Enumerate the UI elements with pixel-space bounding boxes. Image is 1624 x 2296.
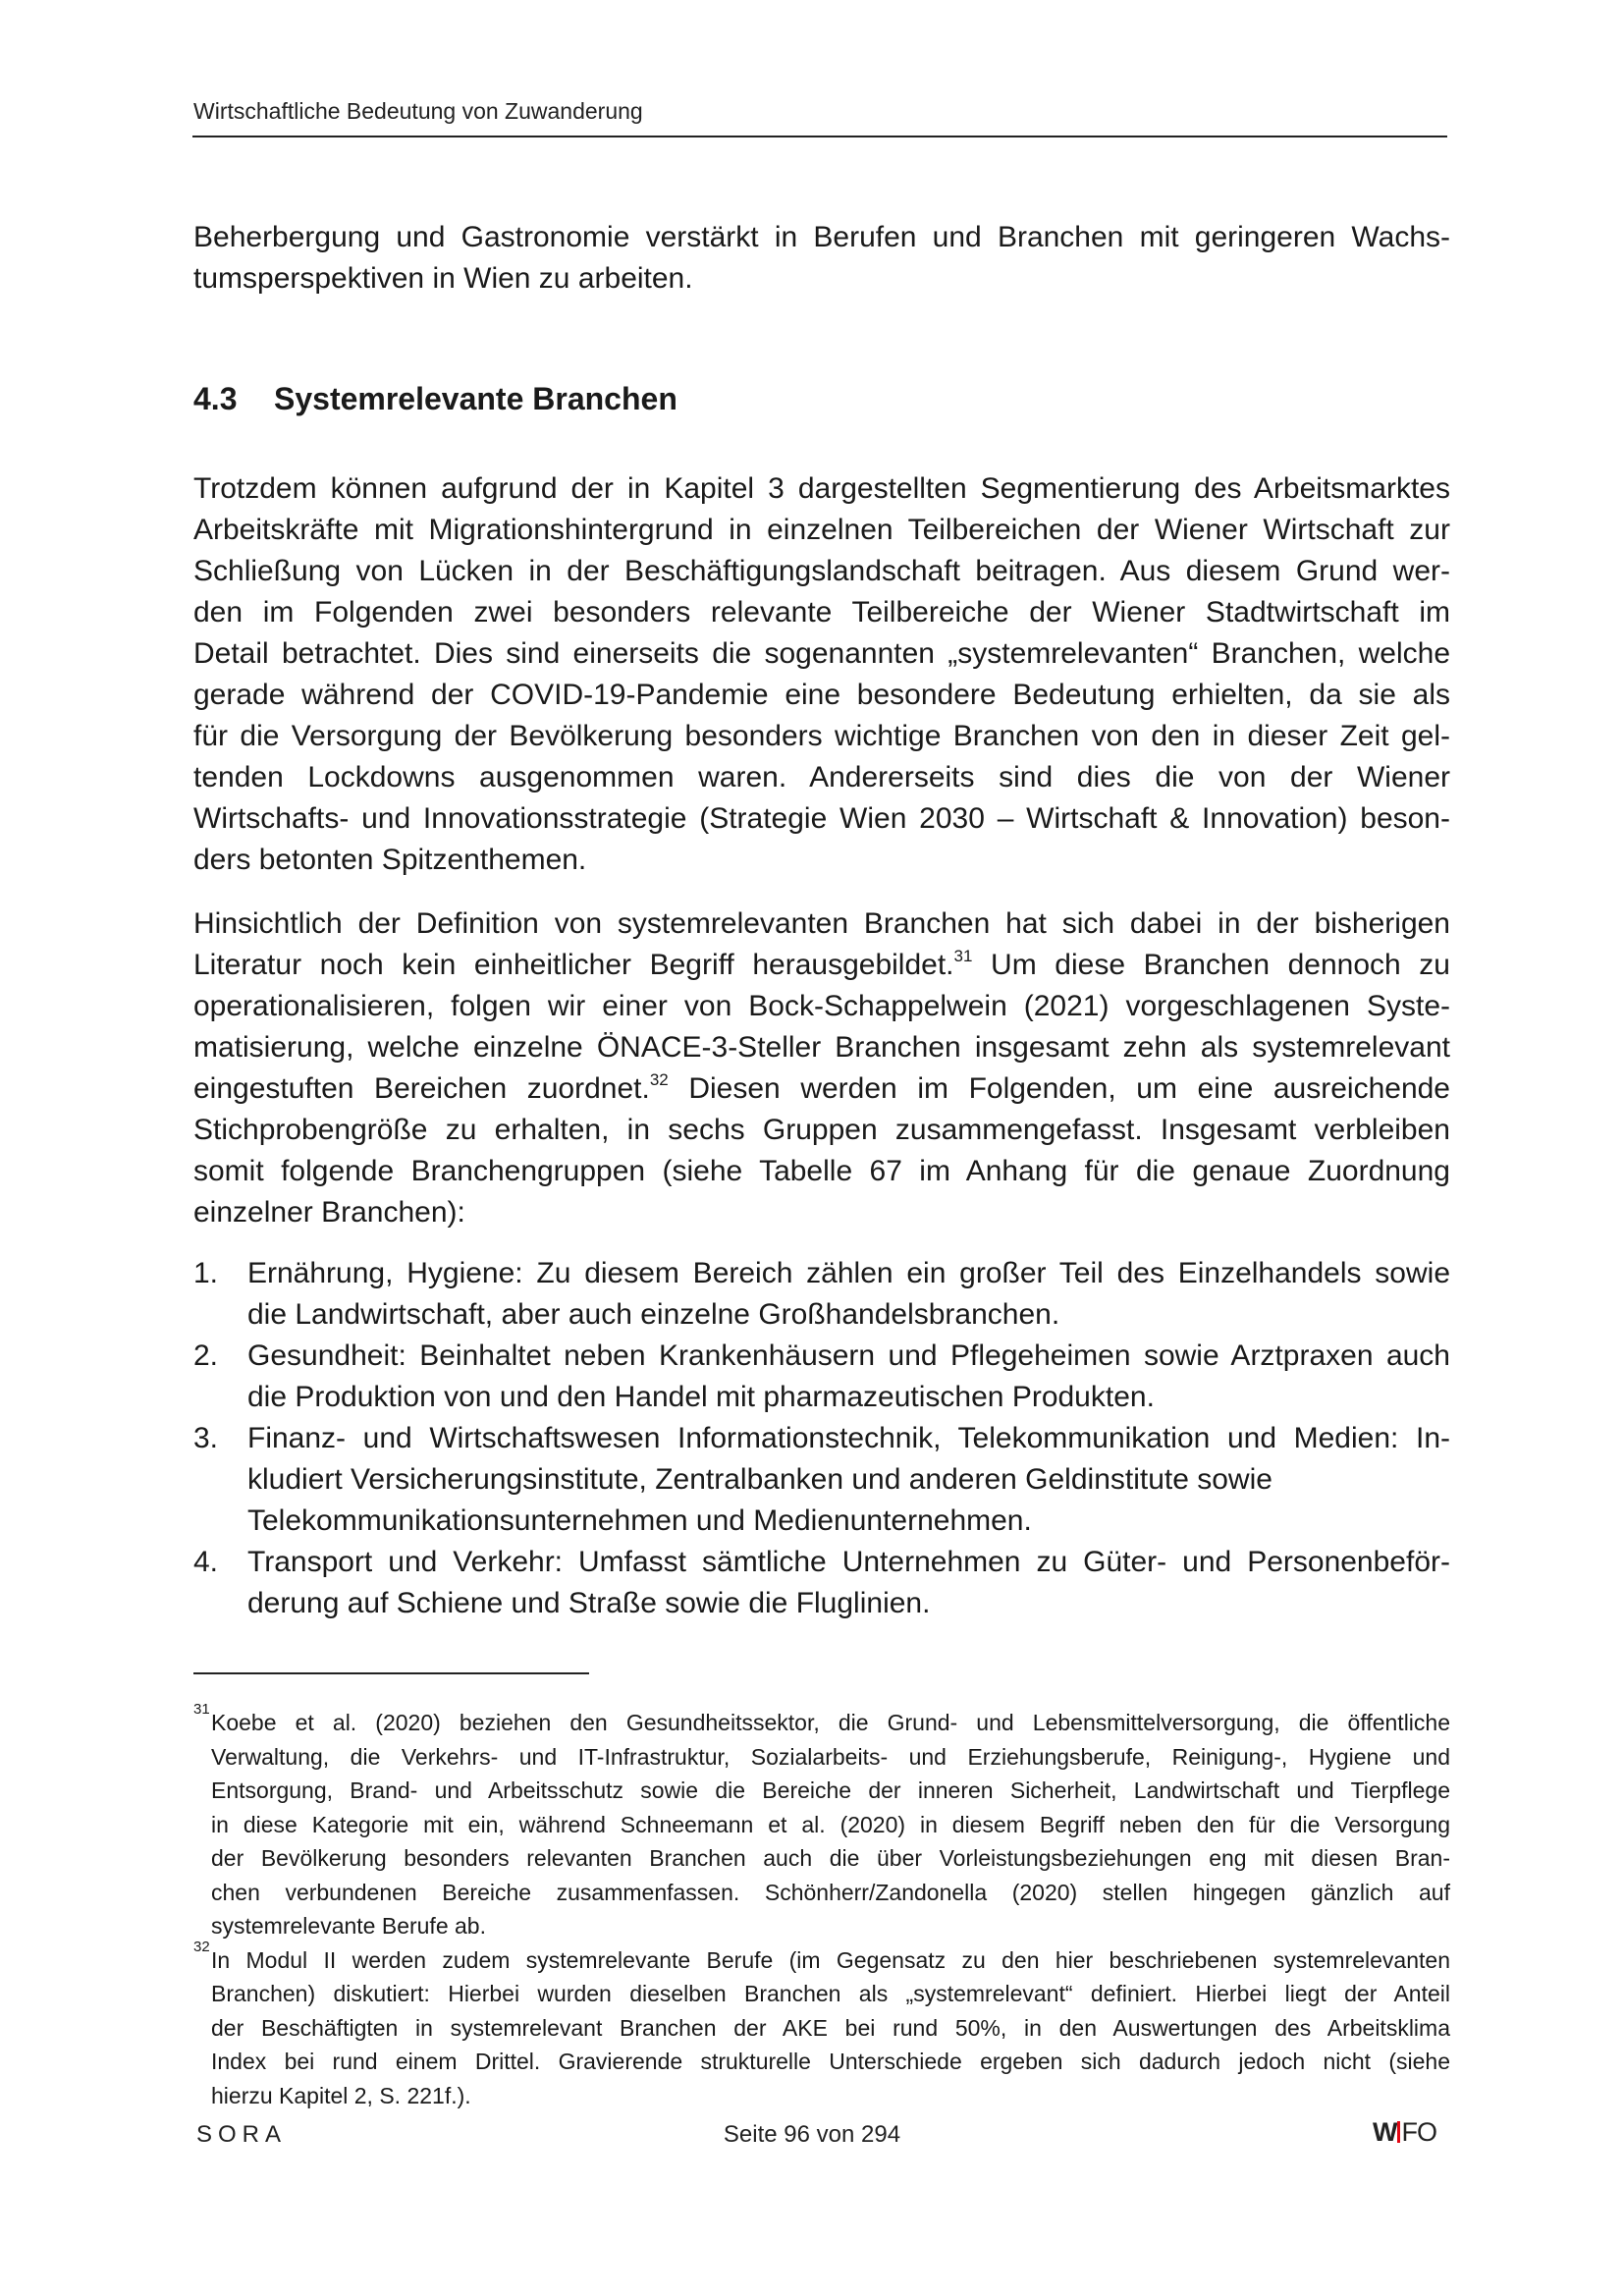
list-line: kludiert Versicherungsinstitute, Zentralbanken und anderen Geldinstitute sowie [247,1463,1272,1496]
paragraph-line [193,945,1450,986]
footnote-mark: 32 [193,1938,210,1955]
paragraph-line: somit folgende Branchengruppen (siehe Tabelle 67 im Anhang für die genaue Zuordnung [193,1155,1450,1187]
paragraph-line: Detail betrachtet. Dies sind einerseits die sogenannten „systemrelevanten“ Branchen, welche [193,637,1450,670]
section-number: 4.3 [193,381,238,416]
footnote-line: chen verbundenen Bereiche zusammenfassen. Schönherr/Zandonella (2020) stellen hingegen gänzlich auf [211,1879,1450,1905]
list-line: die Landwirtschaft, aber auch einzelne Großhandelsbranchen. [247,1298,1060,1331]
paragraph-line: Stichprobengröße zu erhalten, in sechs Gruppen zusammengefasst. Insgesamt verbleiben [193,1114,1450,1146]
footnote-mark: 31 [193,1701,210,1718]
footer-wifo-logo [1373,2117,1436,2148]
intro-line: tumsperspektiven in Wien zu arbeiten. [193,262,693,295]
paragraph-1 [193,468,1450,881]
footnote-31 [193,1701,1450,1943]
branch-group-list [193,1253,1450,1624]
paragraph-line: den im Folgenden zwei besonders relevante Teilbereiche der Wiener Stadtwirtschaft im [193,596,1450,629]
footnotes [193,1701,1450,2112]
section-heading [193,381,677,417]
footnote-line: in diese Kategorie mit ein, während Schneemann et al. (2020) in diesem Begriff neben den für die Versorgung [211,1811,1450,1837]
list-item [193,1542,1450,1624]
footnote-line: Koebe et al. (2020) beziehen den Gesundheitssektor, die Grund- und Lebensmittelversorgung, die öffentliche [211,1710,1450,1735]
paragraph-line: für die Versorgung der Bevölkerung besonders wichtige Branchen von den in dieser Zeit gel- [193,720,1450,752]
list-marker: 3. [193,1422,219,1454]
paragraph-line: Arbeitskräfte mit Migrationshintergrund in einzelnen Teilbereichen der Wiener Wirtschaft zur [193,514,1450,546]
list-line: Finanz- und Wirtschaftswesen Informationstechnik, Telekommunikation und Medien: In- [247,1422,1450,1454]
header-rule [192,136,1447,137]
list-line: Ernährung, Hygiene: Zu diesem Bereich zählen ein großer Teil des Einzelhandels sowie [247,1257,1450,1289]
logo-text: W [1373,2117,1397,2147]
text-run: eingestuften Bereichen zuordnet. [193,1072,650,1105]
footnote-line: Index bei rund einem Drittel. Gravierende strukturelle Unterschiede ergeben sich dadurch jedoch nicht (siehe [211,2049,1450,2074]
list-item [193,1336,1450,1418]
logo-text: FO [1401,2117,1436,2147]
footnote-line: Branchen) diskutiert: Hierbei wurden dieselben Branchen als „systemrelevant“ definiert. Hierbei liegt der Anteil [211,1981,1450,2006]
paragraph-line: operationalisieren, folgen wir einer von Bock-Schappelwein (2021) vorgeschlagenen Syste- [193,990,1450,1022]
list-line: Gesundheit: Beinhaltet neben Krankenhäusern und Pflegeheimen sowie Arztpraxen auch [247,1339,1450,1372]
footnote-ref-31[interactable]: 31 [953,947,973,965]
list-marker: 2. [193,1339,219,1372]
footnote-line: In Modul II werden zudem systemrelevante Berufe (im Gegensatz zu den hier beschriebenen systemrelevanten [211,1946,1450,1973]
footnote-separator [193,1672,589,1674]
footnote-32 [193,1938,1450,2113]
intro-line: Beherbergung und Gastronomie verstärkt in Berufen und Branchen mit geringeren Wachs- [193,221,1450,253]
footnote-line: hierzu Kapitel 2, S. 221f.). [211,2082,471,2108]
text-run: Diesen werden im Folgenden, um eine ausreichende [668,1072,1450,1105]
paragraph-line [193,1068,1450,1110]
footnote-line: der Beschäftigten in systemrelevant Branchen der AKE bei rund 50%, in den Auswertungen des Arbeitsklima [211,2014,1450,2041]
text-run: Um diese Branchen dennoch zu [972,949,1450,981]
list-marker: 1. [193,1257,219,1289]
page-number: Seite 96 von 294 [723,2121,901,2148]
paragraph-line: tenden Lockdowns ausgenommen waren. Andererseits sind dies die von der Wiener [193,761,1450,793]
paragraph-line: Schließung von Lücken in der Beschäftigungslandschaft beitragen. Aus diesem Grund wer- [193,555,1450,587]
intro-paragraph [193,217,1450,300]
paragraph-line: Hinsichtlich der Definition von systemrelevanten Branchen hat sich dabei in der bisherigen [193,907,1450,940]
paragraph-line: ders betonten Spitzenthemen. [193,844,587,876]
paragraph-2 [193,903,1450,1233]
footnote-ref-32[interactable]: 32 [649,1070,669,1089]
paragraph-line: Trotzdem können aufgrund der in Kapitel 3 dargestellten Segmentierung des Arbeitsmarktes [193,472,1450,505]
list-marker: 4. [193,1546,219,1578]
paragraph-line: einzelner Branchen): [193,1196,465,1229]
text-run: Literatur noch kein einheitlicher Begriff herausgebildet. [193,949,954,981]
paragraph-line: Wirtschafts- und Innovationsstrategie (Strategie Wien 2030 – Wirtschaft & Innovation) beson- [193,802,1450,835]
footnote-line: systemrelevante Berufe ab. [211,1913,486,1939]
list-line: Transport und Verkehr: Umfasst sämtliche Unternehmen zu Güter- und Personenbeför- [247,1546,1450,1578]
list-item [193,1418,1450,1542]
list-line: die Produktion von und den Handel mit pharmazeutischen Produkten. [247,1381,1155,1413]
footer-sora-logo: SORA [196,2121,288,2148]
list-line: Telekommunikationsunternehmen und Medienunternehmen. [247,1504,1032,1537]
footnote-line: Verwaltung, die Verkehrs- und IT-Infrastruktur, Sozialarbeits- und Erziehungsberufe, Reinigung-, Hygiene und [211,1743,1450,1770]
footnote-line: Entsorgung, Brand- und Arbeitsschutz sowie die Bereiche der inneren Sicherheit, Landwirtschaft und Tierpflege [211,1777,1450,1803]
section-title: Systemrelevante Branchen [274,381,677,416]
paragraph-line: matisierung, welche einzelne ÖNACE-3-Steller Branchen insgesamt zehn als systemrelevant [193,1031,1450,1064]
footnote-line: der Bevölkerung besonders relevanten Branchen auch die über Vorleistungsbeziehungen eng mit diesen Bran- [211,1845,1450,1871]
list-item [193,1253,1450,1336]
paragraph-line: gerade während der COVID-19-Pandemie eine besondere Bedeutung erhielten, da sie als [193,679,1450,711]
running-header: Wirtschaftliche Bedeutung von Zuwanderung [193,98,643,124]
list-line: derung auf Schiene und Straße sowie die Fluglinien. [247,1587,931,1619]
